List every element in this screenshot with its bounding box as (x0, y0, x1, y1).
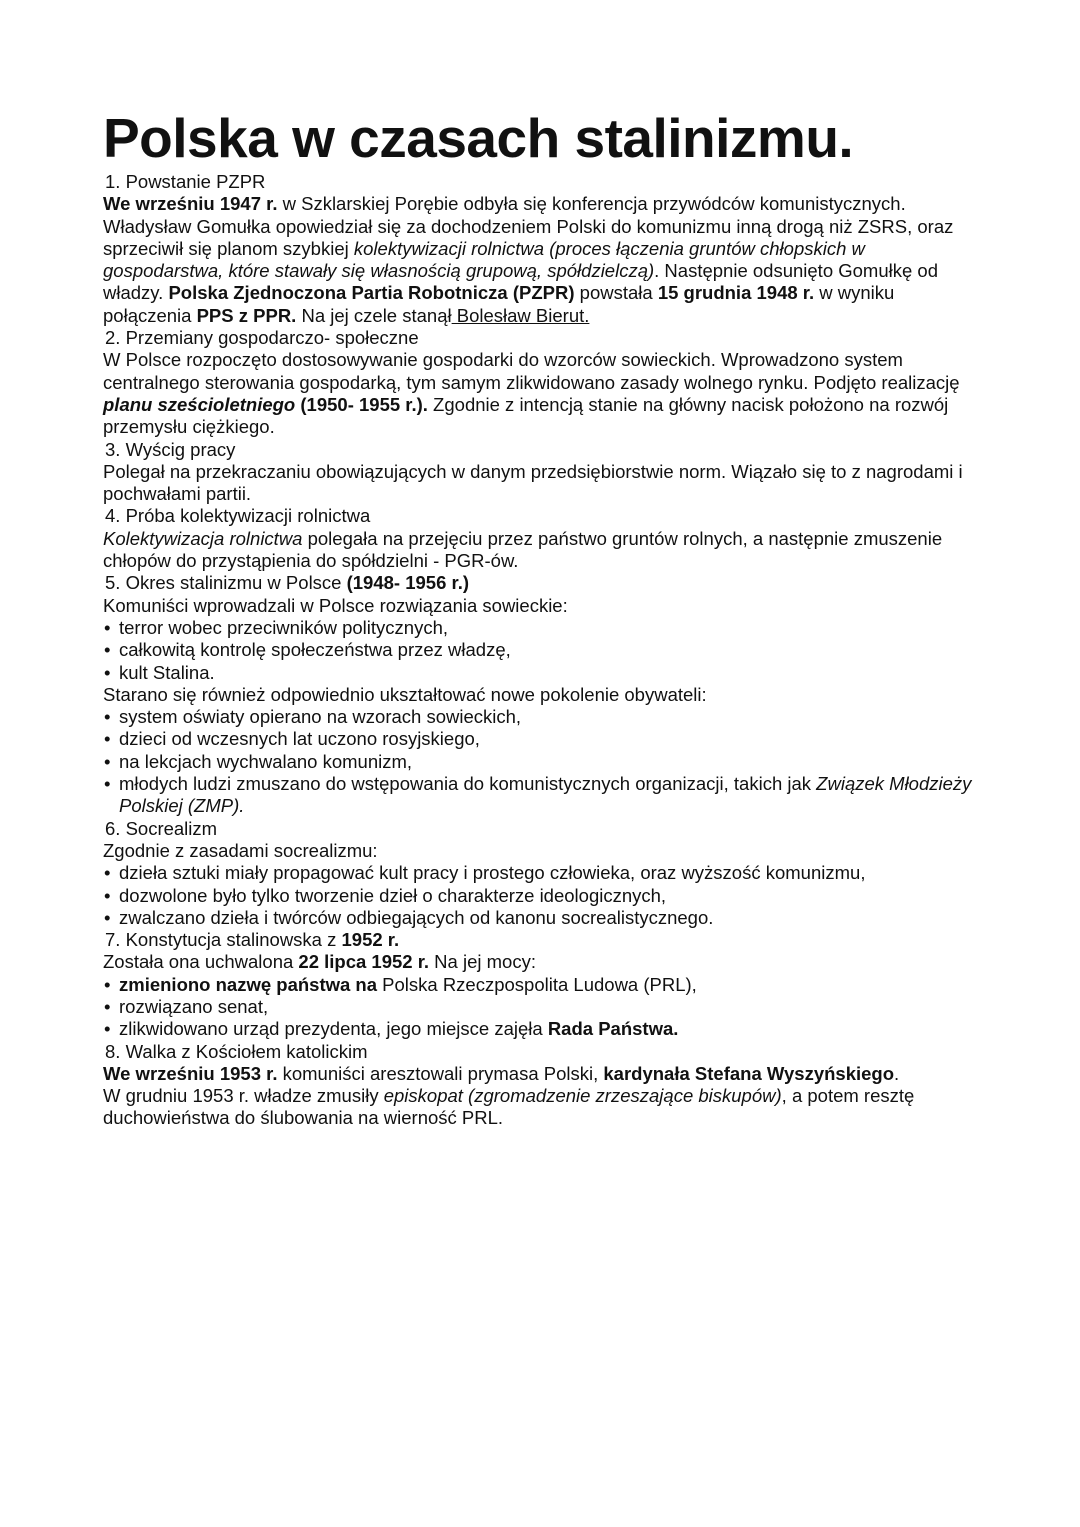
text-run: kolektywizacji rolnictwa (proces łączenia gruntów chłopskich w gospodarstwa, które stawały się własnością grupową, spółdzielczą) (103, 237, 865, 282)
paragraph (103, 684, 983, 706)
section-heading-text: 3. Wyścig pracy (105, 438, 236, 460)
text-run: planu sześcioletniego (103, 393, 296, 415)
text-run: Na jej mocy: (429, 951, 536, 973)
section-heading (103, 929, 983, 951)
section-heading (103, 1041, 983, 1063)
paragraph (103, 193, 983, 327)
text-run: W Polsce rozpoczęto dostosowywanie gospodarki do wzorców sowieckich. Wprowadzono system centralnego sterowania gospodarką, tym samym zlikwidowano zasady wolnego rynku. Podjęto realizację (103, 349, 960, 393)
paragraph (103, 461, 983, 506)
section-heading (103, 171, 983, 193)
section-heading-date: 1952 r. (341, 929, 400, 951)
document-body (103, 171, 983, 1130)
section-heading-text: 8. Walka z Kościołem katolickim (105, 1040, 368, 1062)
text-run: We wrześniu 1947 r. (103, 193, 278, 215)
list-item (103, 1018, 983, 1040)
text-run: We wrześniu 1953 r. (103, 1062, 278, 1084)
paragraph (103, 595, 983, 617)
text-run: Na jej czele stanął (296, 304, 452, 326)
text-run: Zgodnie z intencją stanie na główny nacisk położono na rozwój przemysłu ciężkiego. (103, 393, 949, 438)
list-item (103, 751, 983, 773)
text-run: Zgodnie z zasadami socrealizmu: (103, 839, 378, 861)
text-run: Związek Młodzieży Polskiej (ZMP). (119, 773, 972, 817)
section-heading-text: 6. Socrealizm (105, 817, 218, 839)
text-run: na lekcjach wychwalano komunizm, (119, 750, 413, 772)
text-run: . Następnie odsunięto Gomułkę od władzy. (103, 260, 938, 304)
list-item (103, 639, 983, 661)
text-run: episkopat (zgromadzenie zrzeszające biskupów) (383, 1085, 782, 1107)
text-run: . (894, 1062, 900, 1084)
text-run: system oświaty opierano na wzorach sowieckich, (119, 706, 522, 728)
text-run: W grudniu 1953 r. władze zmusiły (103, 1085, 384, 1107)
list-item (103, 773, 983, 818)
list-item (103, 996, 983, 1018)
text-run: zlikwidowano urząd prezydenta, jego miejsce zajęła (119, 1018, 548, 1040)
paragraph (103, 840, 983, 862)
text-run: młodych ludzi zmuszano do wstępowania do komunistycznych organizacji, takich jak (119, 773, 817, 795)
text-run: Komuniści wprowadzali w Polsce rozwiązania sowieckie: (103, 594, 568, 616)
paragraph (103, 1063, 983, 1085)
text-run: zwalczano dzieła i twórców odbiegających od kanonu socrealistycznego. (119, 906, 714, 928)
text-run: Polegał na przekraczaniu obowiązujących w danym przedsiębiorstwie norm. Wiązało się to z nagrodami i pochwałami partii. (103, 460, 963, 505)
text-run: kardynała Stefana Wyszyńskiego (603, 1062, 895, 1084)
list-item (103, 728, 983, 750)
paragraph (103, 528, 983, 573)
text-run: Starano się również odpowiednio ukształtować nowe pokolenie obywateli: (103, 683, 707, 705)
text-run: Bolesław Bierut. (451, 304, 590, 326)
section-heading-date: (1948- 1956 r.) (346, 572, 470, 594)
text-run: , a potem resztę duchowieństwa do ślubowania na wierność PRL. (103, 1085, 915, 1129)
list-item (103, 662, 983, 684)
text-run: (1950- 1955 r.). (300, 393, 428, 415)
text-run: w Szklarskiej Porębie odbyła się konferencja przywódców komunistycznych. Władysław Gomułka opowiedział się za dochodzeniem Polski do komunizmu inną drogą niż ZSRS, oraz sprzeciwił się planom szybkiej (103, 193, 954, 259)
text-run: Kolektywizacja rolnictwa (103, 527, 303, 549)
list-item (103, 974, 983, 996)
list-item (103, 617, 983, 639)
list-item (103, 862, 983, 884)
section-heading (103, 818, 983, 840)
text-run: dzieła sztuki miały propagować kult pracy i prostego człowieka, oraz wyższość komunizmu, (119, 862, 866, 884)
section-heading-text: 5. Okres stalinizmu w Polsce (105, 572, 347, 594)
text-run: PPS z PPR. (196, 304, 297, 326)
paragraph (103, 1085, 983, 1130)
paragraph (103, 951, 983, 973)
text-run: Została ona uchwalona (103, 951, 299, 973)
text-run: Polska Rzeczpospolita Ludowa (PRL), (377, 973, 697, 995)
text-run: polegała na przejęciu przez państwo gruntów rolnych, a następnie zmuszenie chłopów do przystąpienia do spółdzielni - PGR-ów. (103, 527, 943, 572)
text-run: Polska Zjednoczona Partia Robotnicza (PZPR) (168, 282, 575, 304)
text-run: kult Stalina. (119, 661, 215, 683)
section-heading (103, 572, 983, 594)
text-run: 15 grudnia 1948 r. (657, 282, 815, 304)
section-heading-text: 2. Przemiany gospodarczo- społeczne (105, 327, 419, 349)
page-title: Polska w czasach stalinizmu. (103, 107, 854, 169)
section-heading-text: 1. Powstanie PZPR (105, 171, 266, 192)
text-run: dzieci od wczesnych lat uczono rosyjskiego, (119, 728, 480, 750)
document (103, 105, 983, 1130)
text-run: terror wobec przeciwników politycznych, (119, 616, 449, 638)
list-item (103, 706, 983, 728)
section-heading-text: 7. Konstytucja stalinowska z (105, 929, 342, 951)
text-run: dozwolone było tylko tworzenie dzieł o charakterze ideologicznych, (119, 884, 667, 906)
text-run: powstała (574, 282, 658, 304)
section-heading-text: 4. Próba kolektywizacji rolnictwa (105, 505, 371, 527)
text-run: 22 lipca 1952 r. (298, 951, 430, 973)
text-run: w wyniku połączenia (103, 282, 895, 326)
list-item (103, 885, 983, 907)
list-item (103, 907, 983, 929)
text-run: całkowitą kontrolę społeczeństwa przez władzę, (119, 639, 511, 661)
section-heading (103, 439, 983, 461)
text-run: komuniści aresztowali prymasa Polski, (277, 1062, 604, 1084)
text-run: rozwiązano senat, (119, 995, 269, 1017)
section-heading (103, 505, 983, 527)
section-heading (103, 327, 983, 349)
paragraph (103, 349, 983, 438)
text-run: Rada Państwa. (547, 1018, 679, 1040)
text-run: zmieniono nazwę państwa na (119, 973, 378, 995)
